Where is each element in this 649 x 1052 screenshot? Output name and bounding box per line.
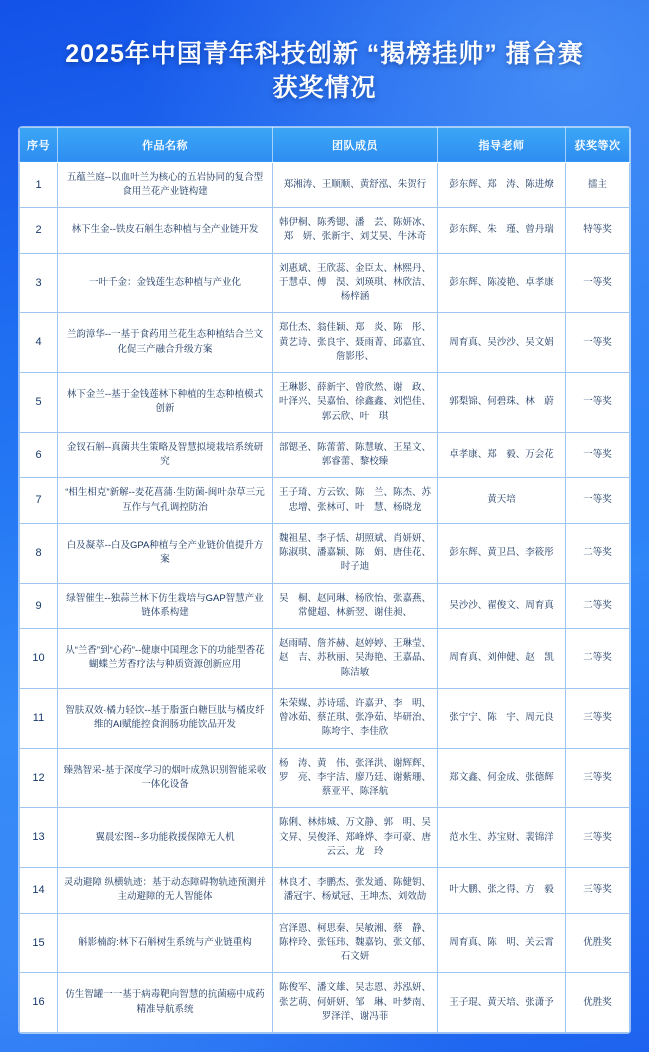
- table-row: [20, 973, 630, 1033]
- table-row: [20, 748, 630, 808]
- cell-index: 2: [20, 208, 58, 254]
- cell-project-name: 五蕴兰庭--以血叶兰为核心的五岩协同的复合型食用兰花产业链构建: [58, 162, 273, 208]
- cell-award: 一等奖: [566, 313, 630, 373]
- cell-teachers: 卓孝康、郑 毅、万会花: [438, 432, 566, 478]
- cell-index: 11: [20, 688, 58, 748]
- page-title-line1: 2025年中国青年科技创新 “揭榜挂帅” 擂台赛: [65, 40, 584, 68]
- cell-index: 5: [20, 373, 58, 433]
- cell-award: 优胜奖: [566, 973, 630, 1033]
- cell-award: 一等奖: [566, 253, 630, 313]
- column-header-index: 序号: [20, 127, 58, 162]
- cell-members: 部锶圣、陈蕾蕾、陈慧敏、王星文、郭睿蕾、黎校臻: [273, 432, 438, 478]
- column-header-name: 作品名称: [58, 127, 273, 162]
- cell-index: 14: [20, 868, 58, 914]
- cell-members: 王子琦、方云钦、陈 兰、陈杰、苏忠增、张林可、叶 慧、杨晓龙: [273, 478, 438, 524]
- cell-index: 6: [20, 432, 58, 478]
- cell-index: 13: [20, 808, 58, 868]
- table-row: [20, 583, 630, 629]
- cell-teachers: 周育真、吴沙沙、吴文娟: [438, 313, 566, 373]
- cell-index: 3: [20, 253, 58, 313]
- cell-index: 16: [20, 973, 58, 1033]
- cell-award: 一等奖: [566, 373, 630, 433]
- cell-project-name: 臻熟智采-基于深度学习的烟叶成熟识别智能采收一体化设备: [58, 748, 273, 808]
- cell-teachers: 王子琨、黄天培、张潇予: [438, 973, 566, 1033]
- cell-members: 郑湘涛、王顺顺、黄舒泓、朱贺行: [273, 162, 438, 208]
- cell-award: 三等奖: [566, 868, 630, 914]
- cell-teachers: 张宁宁、陈 宇、周元良: [438, 688, 566, 748]
- cell-members: 宫泽恩、柯思秦、吴敏湘、蔡 静、陈梓玲、张钰玮、魏嘉钧、张文郁、石文妍: [273, 913, 438, 973]
- cell-award: 三等奖: [566, 808, 630, 868]
- cell-teachers: 吴沙沙、翟俊文、周育真: [438, 583, 566, 629]
- cell-project-name: 从“兰香”到“心药”--健康中国理念下的功能型香花蝴蝶兰芳香疗法与种质资源创新应用: [58, 629, 273, 689]
- cell-project-name: 绿智催生--独蒜兰林下仿生栽培与GAP智慧产业链体系构建: [58, 583, 273, 629]
- table-body: [20, 162, 630, 1033]
- cell-project-name: 一叶千金：金钱莲生态种植与产业化: [58, 253, 273, 313]
- cell-teachers: 彭东辉、郑 涛、陈进燎: [438, 162, 566, 208]
- table-row: [20, 913, 630, 973]
- column-header-award: 获奖等次: [566, 127, 630, 162]
- table-row: [20, 253, 630, 313]
- cell-teachers: 彭东辉、陈凌艳、卓孝康: [438, 253, 566, 313]
- cell-award: 二等奖: [566, 583, 630, 629]
- table-row: [20, 868, 630, 914]
- cell-index: 10: [20, 629, 58, 689]
- cell-award: 优胜奖: [566, 913, 630, 973]
- award-table: [19, 127, 630, 1034]
- cell-index: 12: [20, 748, 58, 808]
- cell-award: 一等奖: [566, 478, 630, 524]
- cell-project-name: 林下生金--铁皮石斛生态种植与全产业链开发: [58, 208, 273, 254]
- cell-project-name: 智肤双效·橘力轻饮--基于脂蛋白糖巨肽与橘皮纤维的AI赋能控食润肠功能饮品开发: [58, 688, 273, 748]
- table-row: [20, 162, 630, 208]
- table-row: [20, 629, 630, 689]
- cell-teachers: 周育真、刘伸健、赵 凯: [438, 629, 566, 689]
- cell-members: 陈俐、林炜城、万文静、郭 明、吴文昇、吴俊泽、郑峰烨、李可豪、唐云云、龙 玲: [273, 808, 438, 868]
- cell-teachers: 周育真、陈 明、关云霄: [438, 913, 566, 973]
- cell-project-name: 翼晨宏图--多功能救援保障无人机: [58, 808, 273, 868]
- cell-project-name: 仿生智罐一一基于病毒靶向智慧的抗菌癌中成药精准导航系统: [58, 973, 273, 1033]
- cell-award: 三等奖: [566, 748, 630, 808]
- cell-index: 15: [20, 913, 58, 973]
- table-row: [20, 808, 630, 868]
- cell-members: 刘惠斌、王欣蕊、金臣太、林熙丹、于慧卓、傅 淏、刘瑛琪、林欣洁、杨梓涵: [273, 253, 438, 313]
- cell-members: 杨 涛、黄 伟、张泽洪、谢辉辉、罗 亮、李宇洁、廖乃廷、谢紫珊、蔡亚平、陈泽航: [273, 748, 438, 808]
- cell-project-name: 金钗石斛--真菌共生策略及智慧拟境栽培系统研究: [58, 432, 273, 478]
- cell-members: 王琳影、薛新宇、曾欣然、谢 政、叶泽兴、吴嘉怡、徐鑫鑫、刘恺佳、郭云欣、叶 琪: [273, 373, 438, 433]
- cell-teachers: 郭梨锦、何碧珠、林 蔚: [438, 373, 566, 433]
- cell-members: 魏祖星、李子恬、胡照斌、肖妍妍、陈淑琪、潘嘉颖、陈 娟、唐佳花、时子迪: [273, 523, 438, 583]
- cell-teachers: 叶大鹏、张之得、方 毅: [438, 868, 566, 914]
- cell-project-name: “相生相克”新解--麦花菖蒲·生防菌-闽叶杂草三元互作与气孔调控防治: [58, 478, 273, 524]
- page-title-line2: 获奖情况: [272, 73, 377, 102]
- cell-teachers: 范水生、苏宝财、裴锦洋: [438, 808, 566, 868]
- cell-project-name: 林下金兰--基于金钱莲林下种植的生态种植模式创新: [58, 373, 273, 433]
- table-row: [20, 373, 630, 433]
- cell-index: 4: [20, 313, 58, 373]
- cell-teachers: 彭东辉、朱 瑾、曾丹瑞: [438, 208, 566, 254]
- cell-teachers: 郑文鑫、何金成、张德辉: [438, 748, 566, 808]
- cell-index: 9: [20, 583, 58, 629]
- table-row: [20, 523, 630, 583]
- cell-award: 一等奖: [566, 432, 630, 478]
- award-table-wrapper: [18, 126, 631, 1035]
- cell-teachers: 彭东辉、黄卫昌、李筱彤: [438, 523, 566, 583]
- table-row: [20, 688, 630, 748]
- cell-index: 1: [20, 162, 58, 208]
- table-row: [20, 313, 630, 373]
- cell-members: 朱荣媒、苏诗瑶、许嘉尹、李 明、曾冰茹、蔡芷琪、张净茹、毕研治、陈垮宇、李佳欣: [273, 688, 438, 748]
- cell-members: 韩伊桐、陈秀锶、潘 芸、陈妍冰、郑 妍、张新宇、刘艾昊、牛沐奇: [273, 208, 438, 254]
- cell-project-name: 斛影楠韵:林下石斛树生系统与产业链重构: [58, 913, 273, 973]
- page-title: [28, 38, 621, 106]
- table-header: [20, 127, 630, 162]
- cell-members: 陈俊军、潘文雄、吴志恩、苏泓妍、张艺萌、何妍妍、邹 琳、叶梦南、罗泽洋、谢冯菲: [273, 973, 438, 1033]
- column-header-members: 团队成员: [273, 127, 438, 162]
- table-header-row: [20, 127, 630, 162]
- cell-members: 赵雨晴、詹芥赫、赵婷婷、王琳莹、赵 吉、苏秋丽、吴海艳、王嘉晶、陈洁敏: [273, 629, 438, 689]
- column-header-teachers: 指导老师: [438, 127, 566, 162]
- table-row: [20, 432, 630, 478]
- cell-award: 二等奖: [566, 523, 630, 583]
- cell-index: 8: [20, 523, 58, 583]
- cell-award: 三等奖: [566, 688, 630, 748]
- cell-index: 7: [20, 478, 58, 524]
- cell-members: 郑仕杰、翁佳颖、郑 炎、陈 彤、黄艺诗、张良宇、聂雨菁、邱嘉宜、詹影彤、: [273, 313, 438, 373]
- table-row: [20, 208, 630, 254]
- cell-project-name: 白及凝萃--白及GPA种植与全产业链价值提升方案: [58, 523, 273, 583]
- cell-project-name: 灵动避障 纵横轨迹：基于动态障碍物轨迹预测并主动避障的无人智能体: [58, 868, 273, 914]
- cell-members: 吴 桐、赵同琳、杨欣怡、张嘉燕、常健超、林新翌、谢佳昶、: [273, 583, 438, 629]
- cell-project-name: 兰韵漳华--一基于食药用兰花生态种植结合兰文化促三产融合升级方案: [58, 313, 273, 373]
- cell-teachers: 黄天培: [438, 478, 566, 524]
- cell-award: 特等奖: [566, 208, 630, 254]
- cell-award: 擂主: [566, 162, 630, 208]
- cell-members: 林良才、李鹏杰、张发通、陈健钥、潘冠宇、杨斌冠、王坤杰、刘效劼: [273, 868, 438, 914]
- cell-award: 二等奖: [566, 629, 630, 689]
- table-row: [20, 478, 630, 524]
